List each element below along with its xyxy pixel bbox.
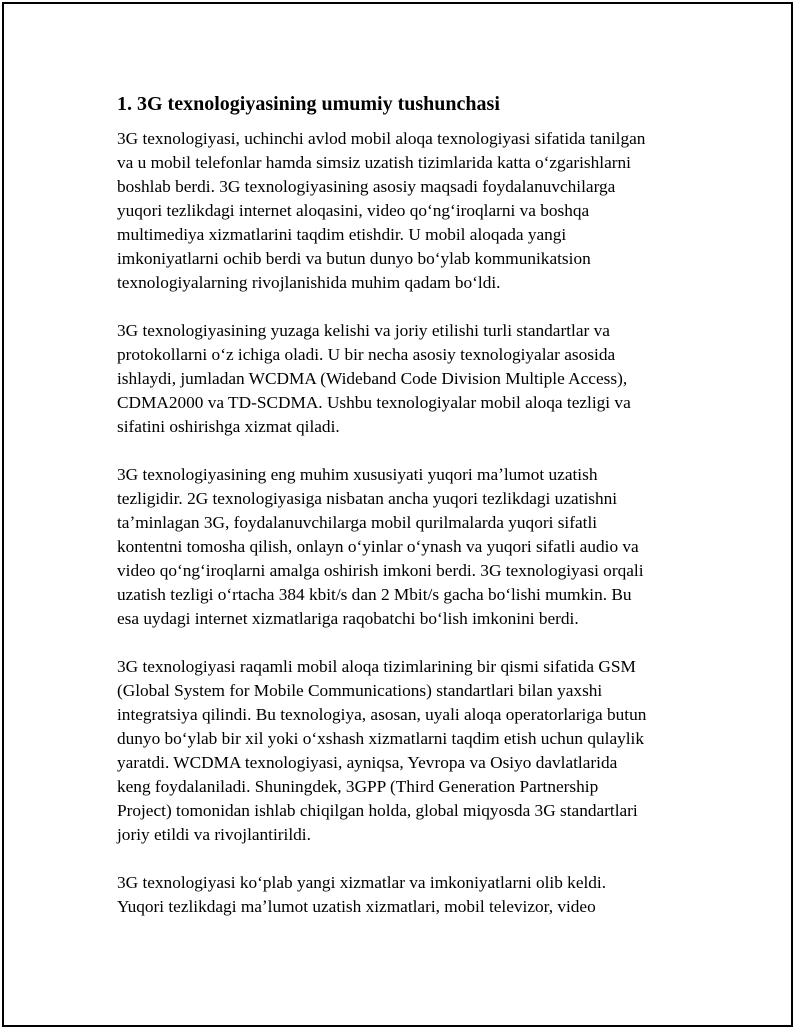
section-heading: 1. 3G texnologiyasining umumiy tushunchasi [117,93,500,115]
paragraph-4: 3G texnologiyasi raqamli mobil aloqa tizimlarining bir qismi sifatida GSM (Global System for Mobile Communications) standartlari bilan yaxshi integratsiya qilindi. Bu texnologiya, asosan, uyali aloqa operatorlariga butun dunyo boʻylab bir xil yoki oʻxshash xizmatlarni taqdim etish uchun qulaylik yaratdi. WCDMA texnologiyasi, ayniqsa, Yevropa va Osiyo davlatlarida keng foydalaniladi. Shuningdek, 3GPP (Third Generation Partnership Project) tomonidan ishlab chiqilgan holda, global miqyosda 3G standartlari joriy etildi va rivojlantirildi. [117,657,647,844]
paragraph-1: 3G texnologiyasi, uchinchi avlod mobil aloqa texnologiyasi sifatida tanilgan va u mobil telefonlar hamda simsiz uzatish tizimlarida katta oʻzgarishlarni boshlab berdi. 3G texnologiyasining asosiy maqsadi foydalanuvchilarga yuqori tezlikdagi internet aloqasini, video qoʻngʻiroqlarni va boshqa multimediya xizmatlarini taqdim etishdir. U mobil aloqada yangi imkoniyatlarni ochib berdi va butun dunyo boʻylab kommunikatsion texnologiyalarning rivojlanishida muhim qadam boʻldi. [117,129,646,292]
paragraph-5: 3G texnologiyasi koʻplab yangi xizmatlar va imkoniyatlarni olib keldi. Yuqori tezlikdagi maʼlumot uzatish xizmatlari, mobil televizor, video [117,873,607,916]
document-body [117,90,687,943]
paragraph-3: 3G texnologiyasining eng muhim xususiyati yuqori maʼlumot uzatish tezligidir. 2G texnologiyasiga nisbatan ancha yuqori tezlikdagi uzatishni taʼminlagan 3G, foydalanuvchilarga mobil qurilmalarda yuqori sifatli kontentni tomosha qilish, onlayn oʻyinlar oʻynash va yuqori sifatli audio va video qoʻngʻiroqlarni amalga oshirish imkoni berdi. 3G texnologiyasi orqali uzatish tezligi oʻrtacha 384 kbit/s dan 2 Mbit/s gacha boʻlishi mumkin. Bu esa uydagi internet xizmatlariga raqobatchi boʻlish imkonini berdi. [117,465,644,628]
paragraph-2: 3G texnologiyasining yuzaga kelishi va joriy etilishi turli standartlar va protokollarni oʻz ichiga oladi. U bir necha asosiy texnologiyalar asosida ishlaydi, jumladan WCDMA (Wideband Code Division Multiple Access), CDMA2000 va TD-SCDMA. Ushbu texnologiyalar mobil aloqa tezligi va sifatini oshirishga xizmat qiladi. [117,321,631,436]
